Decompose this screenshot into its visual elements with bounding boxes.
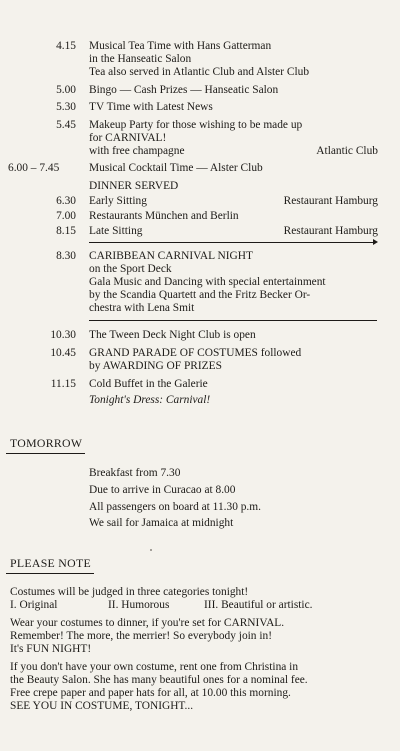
event-location: Atlantic Club bbox=[316, 145, 378, 157]
carnival-line: Gala Music and Dancing with special entertainment bbox=[89, 276, 326, 288]
event-line: in the Hanseatic Salon bbox=[89, 53, 192, 65]
dinner-heading: DINNER SERVED bbox=[89, 180, 179, 192]
paper-speck bbox=[150, 549, 152, 551]
time-5-30: 5.30 bbox=[56, 101, 76, 113]
carnival-line: by the Scandia Quartett and the Fritz Becker Or- bbox=[89, 289, 311, 301]
event-line: Musical Tea Time with Hans Gatterman bbox=[89, 40, 272, 52]
tomorrow-line: Breakfast from 7.30 bbox=[89, 467, 181, 479]
note-line: SEE YOU IN COSTUME, TONIGHT... bbox=[10, 700, 194, 712]
tomorrow-line: Due to arrive in Curacao at 8.00 bbox=[89, 484, 236, 496]
note-line: the Beauty Salon. She has many beautiful ones for a nominal fee. bbox=[10, 674, 308, 686]
tomorrow-heading bbox=[10, 436, 82, 450]
event-line: by AWARDING OF PRIZES bbox=[89, 360, 222, 372]
dinner-sitting: Early Sitting bbox=[89, 195, 147, 207]
note-line: Free crepe paper and paper hats for all, at 10.00 this morning. bbox=[10, 687, 291, 699]
dinner-time: 8.15 bbox=[56, 225, 76, 237]
event-line: Tea also served in Atlantic Club and Alster Club bbox=[89, 66, 310, 78]
heading-underline bbox=[6, 573, 94, 574]
note-line: It's FUN NIGHT! bbox=[10, 643, 92, 655]
carnival-line: on the Sport Deck bbox=[89, 263, 172, 275]
category-2: II. Humorous bbox=[108, 599, 170, 611]
dinner-time: 7.00 bbox=[56, 210, 76, 222]
time-10-45: 10.45 bbox=[50, 347, 76, 359]
note-line: Remember! The more, the merrier! So everybody join in! bbox=[10, 630, 273, 642]
note-intro: Costumes will be judged in three categories tonight! bbox=[10, 586, 249, 598]
event-line: with free champagne bbox=[89, 145, 185, 157]
time-5-45: 5.45 bbox=[56, 119, 76, 131]
divider-arrow bbox=[373, 239, 378, 245]
event-line: TV Time with Latest News bbox=[89, 101, 213, 113]
event-line: Musical Cocktail Time — Alster Club bbox=[89, 162, 263, 174]
divider bbox=[89, 242, 373, 243]
dinner-sitting: Late Sitting bbox=[89, 225, 143, 237]
carnival-line: CARIBBEAN CARNIVAL NIGHT bbox=[89, 250, 253, 262]
tomorrow-line: We sail for Jamaica at midnight bbox=[89, 517, 234, 529]
event-line: Cold Buffet in the Galerie bbox=[89, 378, 208, 390]
time-10-30: 10.30 bbox=[50, 329, 76, 341]
tomorrow-heading-text: TOMORROW bbox=[10, 436, 83, 450]
please-note-heading bbox=[10, 556, 91, 570]
carnival-line: chestra with Lena Smit bbox=[89, 302, 195, 314]
time-6-00-7-45: 6.00 – 7.45 bbox=[8, 162, 60, 174]
event-line: for CARNIVAL! bbox=[89, 132, 167, 144]
dinner-location: Restaurant Hamburg bbox=[283, 225, 378, 237]
dinner-location: Restaurant Hamburg bbox=[283, 195, 378, 207]
category-3: III. Beautiful or artistic. bbox=[204, 599, 313, 611]
note-line: If you don't have your own costume, rent one from Christina in bbox=[10, 661, 299, 673]
time-5-00: 5.00 bbox=[56, 84, 76, 96]
event-line: Bingo — Cash Prizes — Hanseatic Salon bbox=[89, 84, 279, 96]
category-1: I. Original bbox=[10, 599, 58, 611]
note-line: Wear your costumes to dinner, if you're set for CARNIVAL. bbox=[10, 617, 285, 629]
time-11-15: 11.15 bbox=[50, 378, 76, 390]
please-note-heading-text: PLEASE NOTE bbox=[10, 556, 91, 570]
divider bbox=[89, 320, 377, 321]
dinner-sitting: Restaurants München and Berlin bbox=[89, 210, 239, 222]
dinner-time: 6.30 bbox=[56, 195, 76, 207]
event-line: GRAND PARADE OF COSTUMES followed bbox=[89, 347, 302, 359]
tomorrow-line: All passengers on board at 11.30 p.m. bbox=[89, 501, 261, 513]
time-8-30: 8.30 bbox=[56, 250, 76, 262]
event-line: The Tween Deck Night Club is open bbox=[89, 329, 256, 341]
time-4-15: 4.15 bbox=[56, 40, 76, 52]
dress-code: Tonight's Dress: Carnival! bbox=[89, 394, 211, 406]
event-line: Makeup Party for those wishing to be made up bbox=[89, 119, 303, 131]
heading-underline bbox=[6, 453, 85, 454]
